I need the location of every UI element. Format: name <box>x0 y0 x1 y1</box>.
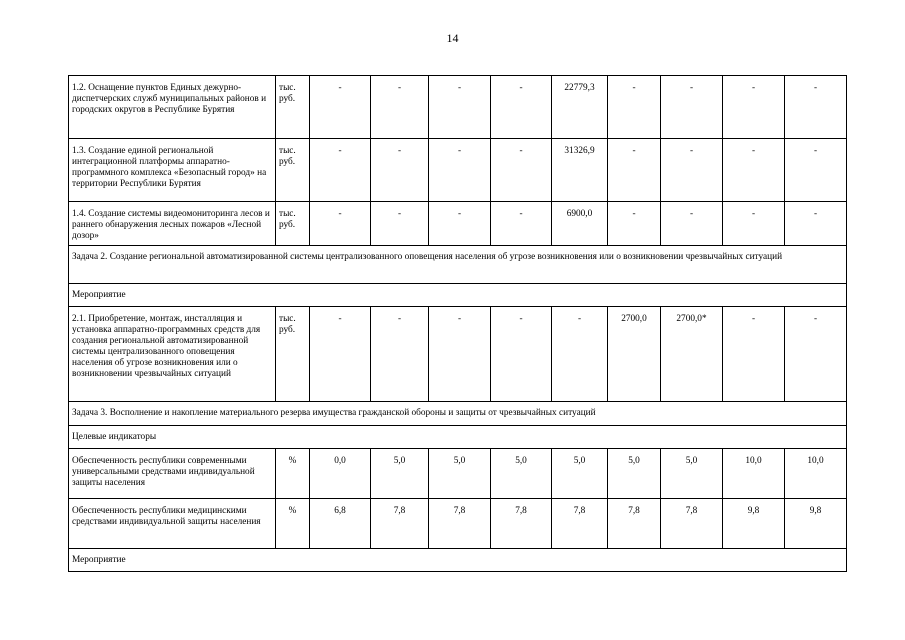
measure-name-cell: 1.3. Создание единой региональной интеграционной платформы аппаратно-программного комплекса «Безопасный город» на территории Республики Бурятия <box>69 139 276 202</box>
value-cell: - <box>785 139 847 202</box>
value-cell: - <box>785 76 847 139</box>
value-cell: - <box>429 202 491 246</box>
measure-name-cell: 1.4. Создание системы видеомониторинга лесов и раннего обнаружения лесных пожаров «Лесной дозор» <box>69 202 276 246</box>
value-cell: 31326,9 <box>552 139 608 202</box>
value-cell: - <box>608 202 661 246</box>
value-cell: 5,0 <box>608 449 661 499</box>
section-label: Мероприятие <box>69 284 847 307</box>
value-cell: - <box>491 139 552 202</box>
value-cell: 5,0 <box>491 449 552 499</box>
value-cell: - <box>429 139 491 202</box>
table-row <box>69 246 847 284</box>
table-row <box>69 499 847 549</box>
unit-cell: тыс. руб. <box>276 139 310 202</box>
section-label: Мероприятие <box>69 549 847 572</box>
value-cell: - <box>371 202 429 246</box>
value-cell: 9,8 <box>785 499 847 549</box>
value-cell: 2700,0* <box>661 307 723 402</box>
value-cell: 0,0 <box>310 449 371 499</box>
indicator-name-cell: Обеспеченность республики современными универсальными средствами индивидуальной защиты населения <box>69 449 276 499</box>
value-cell: 7,8 <box>429 499 491 549</box>
value-cell: 7,8 <box>661 499 723 549</box>
value-cell: 22779,3 <box>552 76 608 139</box>
value-cell: 7,8 <box>552 499 608 549</box>
value-cell: - <box>371 139 429 202</box>
value-cell: - <box>371 307 429 402</box>
value-cell: 10,0 <box>723 449 785 499</box>
measure-name-cell: 1.2. Оснащение пунктов Единых дежурно-диспетчерских служб муниципальных районов и городских округов в Республике Бурятия <box>69 76 276 139</box>
value-cell: 2700,0 <box>608 307 661 402</box>
value-cell: - <box>723 139 785 202</box>
value-cell: 5,0 <box>429 449 491 499</box>
section-label: Целевые индикаторы <box>69 426 847 449</box>
program-table <box>68 75 847 572</box>
unit-cell: % <box>276 449 310 499</box>
unit-cell: тыс. руб. <box>276 307 310 402</box>
table-row <box>69 426 847 449</box>
value-cell: - <box>661 202 723 246</box>
value-cell: 5,0 <box>552 449 608 499</box>
value-cell: - <box>608 139 661 202</box>
table-row <box>69 202 847 246</box>
value-cell: - <box>491 307 552 402</box>
value-cell: 9,8 <box>723 499 785 549</box>
value-cell: 7,8 <box>608 499 661 549</box>
value-cell: - <box>429 307 491 402</box>
value-cell: - <box>661 139 723 202</box>
unit-cell: тыс. руб. <box>276 202 310 246</box>
value-cell: 10,0 <box>785 449 847 499</box>
value-cell: - <box>429 76 491 139</box>
value-cell: 7,8 <box>491 499 552 549</box>
value-cell: - <box>371 76 429 139</box>
value-cell: - <box>310 139 371 202</box>
task-heading: Задача 3. Восполнение и накопление материального резерва имущества гражданской обороны и защиты от чрезвычайных ситуаций <box>69 402 847 426</box>
value-cell: 5,0 <box>371 449 429 499</box>
value-cell: - <box>310 202 371 246</box>
value-cell: - <box>661 76 723 139</box>
value-cell: 6,8 <box>310 499 371 549</box>
value-cell: - <box>310 76 371 139</box>
value-cell: - <box>723 76 785 139</box>
page-number: 14 <box>446 31 459 45</box>
value-cell: - <box>723 307 785 402</box>
value-cell: - <box>310 307 371 402</box>
value-cell: - <box>491 202 552 246</box>
value-cell: - <box>491 76 552 139</box>
table-row <box>69 76 847 139</box>
indicator-name-cell: Обеспеченность республики медицинскими средствами индивидуальной защиты населения <box>69 499 276 549</box>
value-cell: 6900,0 <box>552 202 608 246</box>
table-row <box>69 284 847 307</box>
table-row <box>69 402 847 426</box>
value-cell: - <box>785 307 847 402</box>
value-cell: - <box>608 76 661 139</box>
table-row <box>69 549 847 572</box>
value-cell: - <box>785 202 847 246</box>
value-cell: - <box>723 202 785 246</box>
table-row <box>69 307 847 402</box>
task-heading: Задача 2. Создание региональной автоматизированной системы централизованного оповещения населения об угрозе возникновения или о возникновении чрезвычайных ситуаций <box>69 246 847 284</box>
value-cell: 7,8 <box>371 499 429 549</box>
measure-name-cell: 2.1. Приобретение, монтаж, инсталляция и установка аппаратно-программных средств для создания региональной автоматизированной системы централизованного оповещения населения об угрозе возникновения или о возникновении чрезвычайных ситуаций <box>69 307 276 402</box>
unit-cell: % <box>276 499 310 549</box>
table-row <box>69 449 847 499</box>
value-cell: - <box>552 307 608 402</box>
table-row <box>69 139 847 202</box>
unit-cell: тыс. руб. <box>276 76 310 139</box>
value-cell: 5,0 <box>661 449 723 499</box>
